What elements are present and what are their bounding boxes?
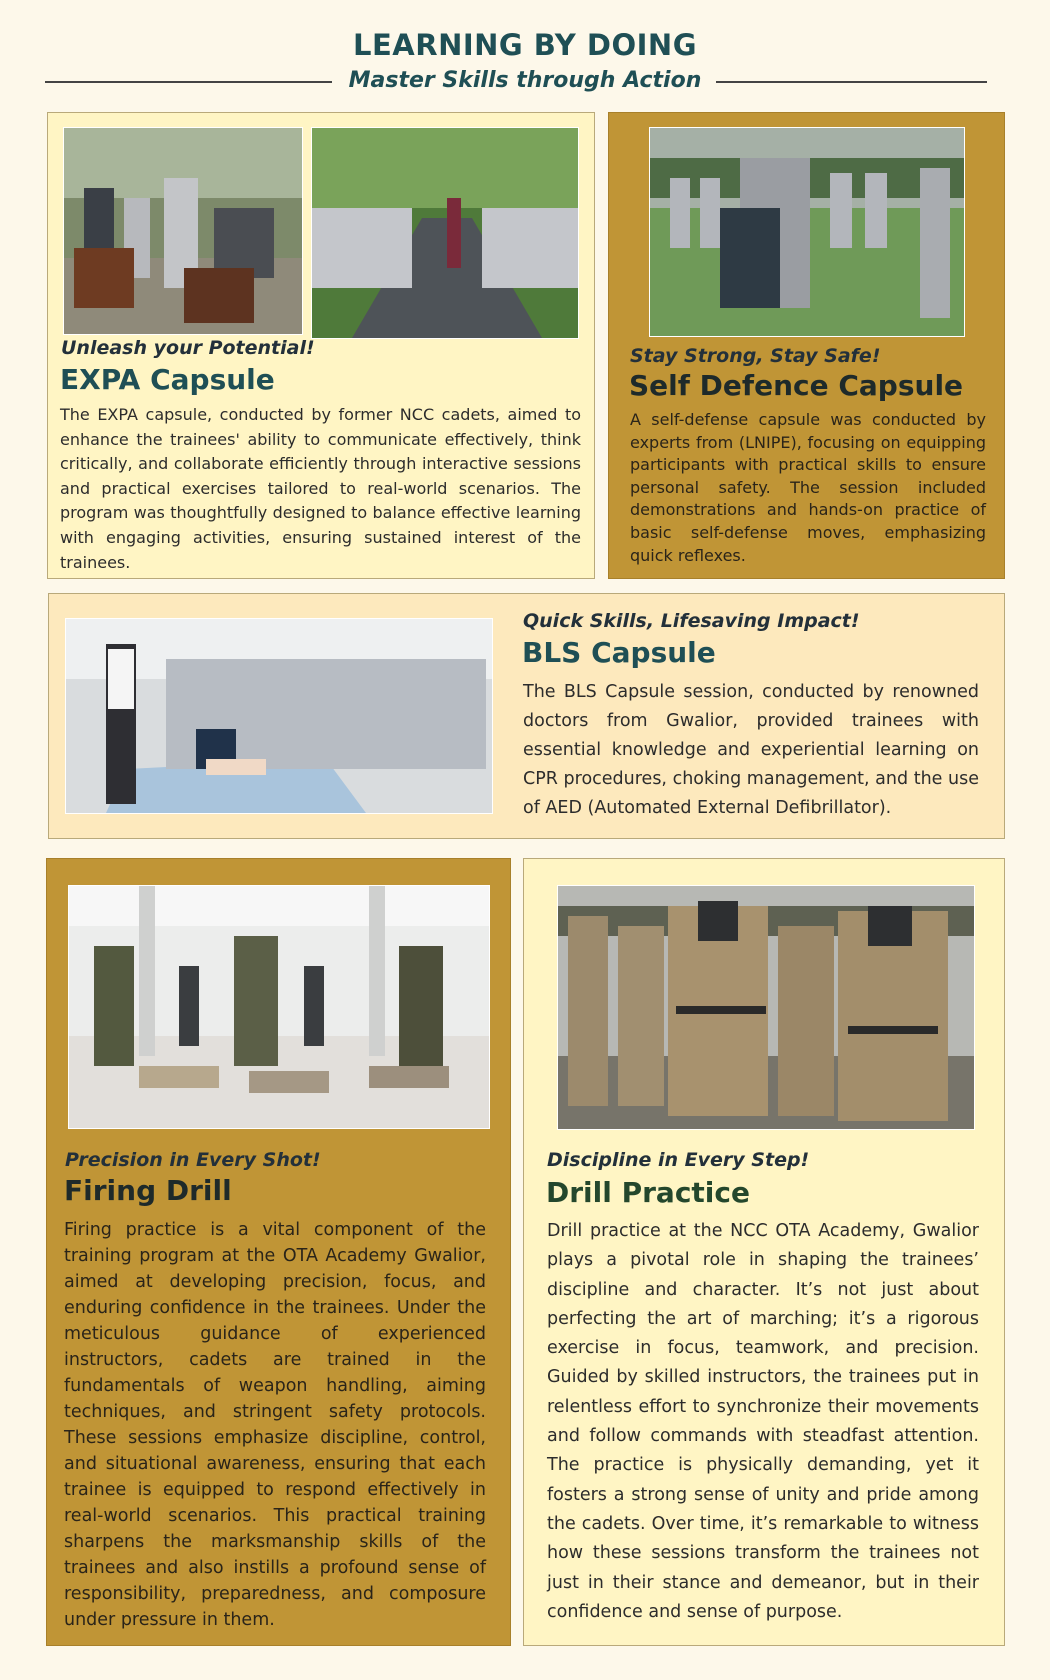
expa-photo-road-session	[311, 127, 579, 339]
divider-left	[45, 81, 332, 83]
drill-tagline: Discipline in Every Step!	[547, 1149, 810, 1171]
expa-tagline: Unleash your Potential!	[61, 337, 315, 359]
firing-photo	[68, 885, 490, 1129]
expa-heading: EXPA Capsule	[60, 363, 275, 396]
drill-heading: Drill Practice	[546, 1176, 750, 1209]
expa-card	[47, 112, 595, 579]
firing-card	[46, 858, 511, 1646]
bls-card	[48, 593, 1005, 839]
self-defence-card	[608, 112, 1005, 579]
page-title: LEARNING BY DOING	[353, 28, 697, 62]
firing-heading: Firing Drill	[64, 1174, 232, 1207]
expa-body: The EXPA capsule, conducted by former NCC cadets, aimed to enhance the trainees' ability to communicate effectively, think critically, and collaborate efficiently through interactive sessions and practical exercises tailored to real-world scenarios. The program was thoughtfully designed to balance effective learning with engaging activities, ensuring sustained interest of the trainees.	[60, 405, 581, 572]
drill-photo-marching	[557, 885, 975, 1130]
subtitle-row	[0, 64, 1050, 98]
self-defence-photo	[649, 127, 965, 337]
drill-card	[523, 858, 1005, 1646]
bls-body: The BLS Capsule session, conducted by renowned doctors from Gwalior, provided trainees with essential knowledge and experiential learning on CPR procedures, choking management, and the use of AED (Automated External Defibrillator).	[523, 682, 979, 818]
page-header	[0, 28, 1050, 98]
page-subtitle: Master Skills through Action	[348, 68, 702, 93]
self-defence-body: A self-defense capsule was conducted by experts from (LNIPE), focusing on equipping participants with practical skills to ensure personal safety. The session included demonstrations and hands-on practice of basic self-defense moves, emphasizing quick reflexes.	[630, 410, 986, 565]
self-defence-tagline: Stay Strong, Stay Safe!	[630, 345, 881, 367]
bls-tagline: Quick Skills, Lifesaving Impact!	[523, 610, 860, 632]
self-defence-heading: Self Defence Capsule	[629, 369, 964, 402]
drill-body: Drill practice at the NCC OTA Academy, Gwalior plays a pivotal role in shaping the trainees’ discipline and character. It’s not just about perfecting the art of marching; it’s a rigorous exercise in focus, teamwork, and precision. Guided by skilled instructors, the trainees put in relentless effort to synchronize their movements and follow commands with steadfast attention. The practice is physically demanding, yet it fosters a strong sense of unity and pride among the cadets. Over time, it’s remarkable to witness how these sessions transform the trainees not just in their stance and demeanor, but in their confidence and sense of purpose.	[547, 1221, 979, 1622]
firing-tagline: Precision in Every Shot!	[65, 1149, 321, 1171]
expa-photo-chair-exercise	[63, 127, 303, 335]
divider-right	[716, 81, 987, 83]
bls-heading: BLS Capsule	[522, 636, 716, 669]
bls-photo-cpr	[65, 618, 493, 814]
firing-body: Firing practice is a vital component of the training program at the OTA Academy Gwalior, aimed at developing precision, focus, and enduring confidence in the trainees. Under the meticulous guidance of experienced instructors, cadets are trained in the fundamentals of weapon handling, aiming techniques, and stringent safety protocols. These sessions emphasize discipline, control, and situational awareness, ensuring that each trainee is equipped to respond effectively in real-world scenarios. This practical training sharpens the marksmanship skills of the trainees and also instills a profound sense of responsibility, preparedness, and composure under pressure in them.	[64, 1220, 486, 1630]
